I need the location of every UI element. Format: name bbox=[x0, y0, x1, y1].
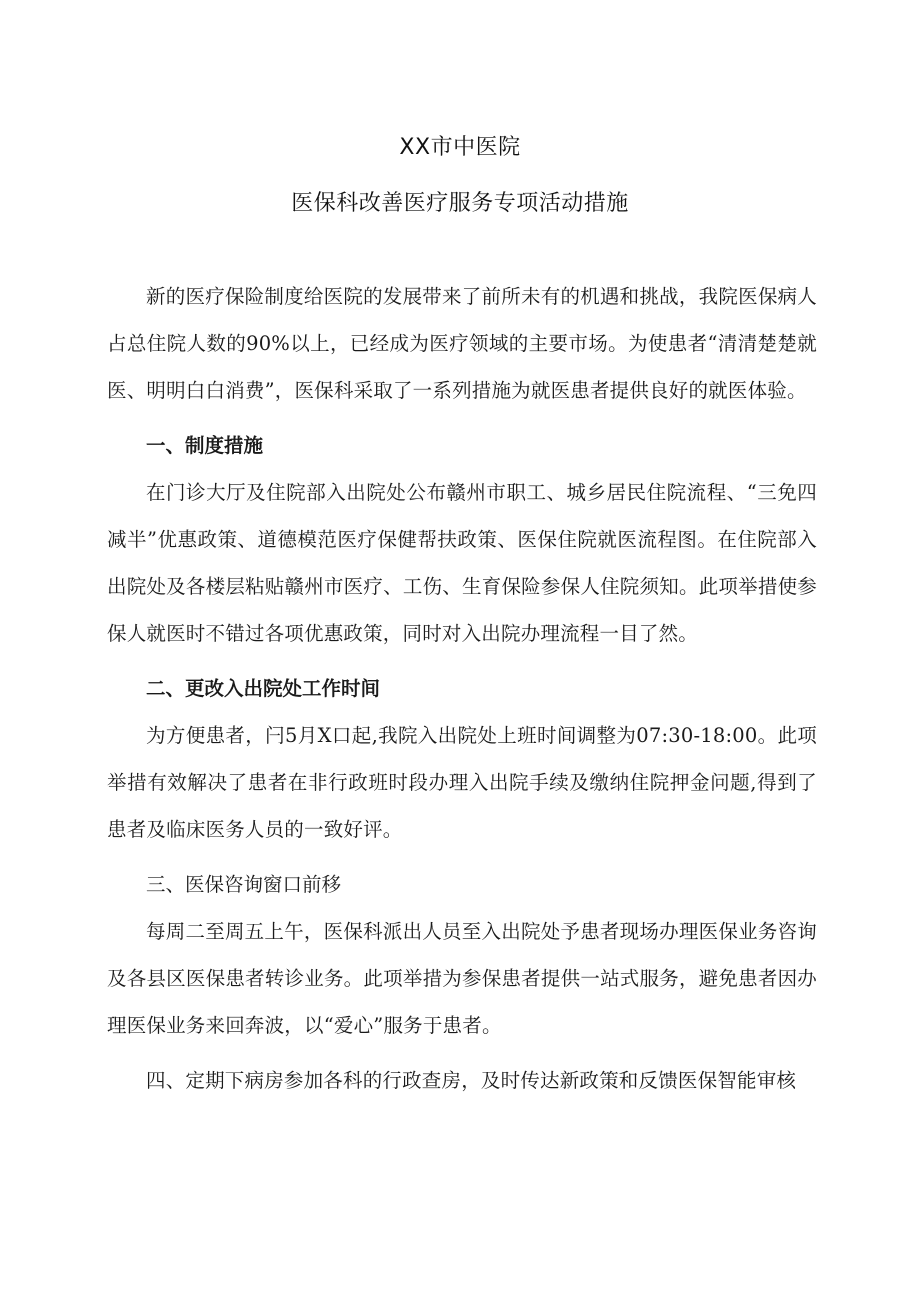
section-4-text: 四、定期下病房参加各科的行政查房，及时传达新政策和反馈医保智能审核 bbox=[146, 1069, 797, 1092]
section-1-heading: 一、制度措施 bbox=[146, 434, 264, 457]
section-1-text: 在门诊大厅及住院部入出院处公布赣州市职工、城乡居民住院流程、“三免四减半”优惠政策、道德模范医疗保健帮扶政策、医保住院就医流程图。在住院部入出院处及各楼层粘贴赣州市医疗、工伤、生育保险参保人住院须知。此项举措使参保人就医时不错过各项优惠政策，同时对入出院办理流程一目了然。 bbox=[107, 481, 817, 645]
document-title-line-1: XX市中医院 bbox=[399, 135, 521, 160]
intro-paragraph: 新的医疗保险制度给医院的发展带来了前所未有的机遇和挑战，我院医保病人占总住院人数的90%以上，已经成为医疗领域的主要市场。为使患者“清清楚楚就医、明明白白消费”，医保科采取了一系列措施为就医患者提供良好的就医体验。 bbox=[107, 285, 817, 402]
section-2-heading: 二、更改入出院处工作时间 bbox=[146, 677, 381, 700]
document-body bbox=[107, 273, 817, 1104]
section-2-text: 为方便患者，闩5月X口起,我院入出院处上班时间调整为07:30-18:00。此项举措有效解决了患者在非行政班时段办理入出院手续及缴纳住院押金问题,得到了患者及临床医务人员的一致好评。 bbox=[107, 724, 817, 841]
document-title-line-2: 医保科改善医疗服务专项活动措施 bbox=[291, 191, 629, 216]
section-3-heading: 三、医保咨询窗口前移 bbox=[146, 873, 342, 896]
section-3-text: 每周二至周五上午，医保科派出人员至入出院处予患者现场办理医保业务咨询及各县区医保患者转诊业务。此项举措为参保患者提供一站式服务，避免患者因办理医保业务来回奔波，以“爱心”服务于患者。 bbox=[107, 920, 817, 1037]
